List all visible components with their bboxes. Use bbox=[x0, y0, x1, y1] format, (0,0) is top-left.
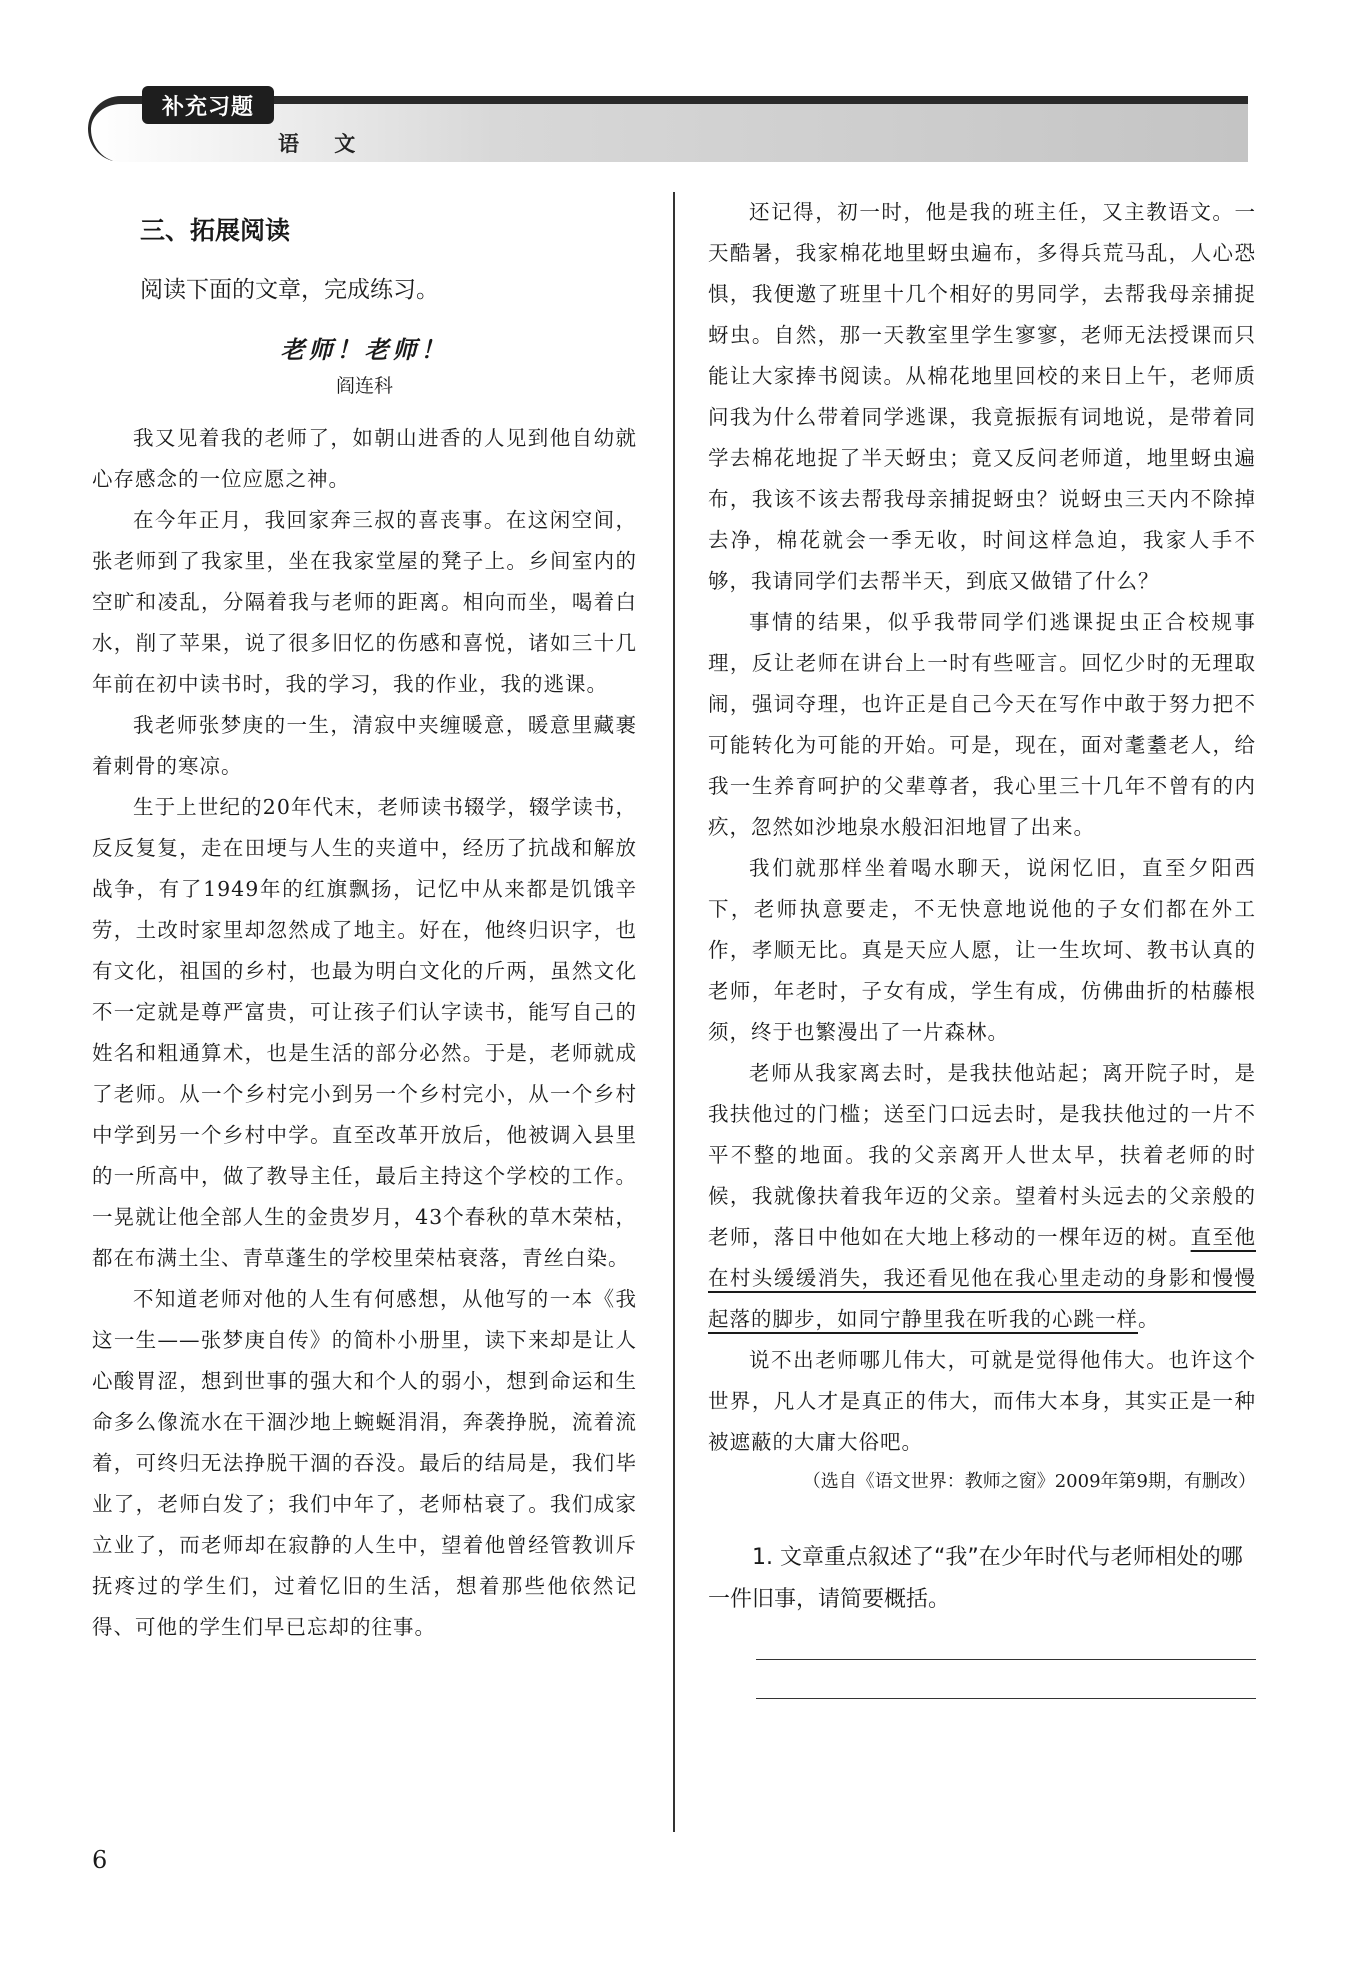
header-tag: 补充习题 bbox=[142, 86, 274, 124]
paragraph: 我们就那样坐着喝水聊天，说闲忆旧，直至夕阳西下，老师执意要走，不无快意地说他的子女们都在外工作，孝顺无比。真是天应人愿，让一生坎坷、教书认真的老师，年老时，子女有成，学生有成，仿佛曲折的枯藤根须，终于也繁漫出了一片森林。 bbox=[708, 856, 1256, 1044]
paragraph: 生于上世纪的20年代末，老师读书辍学，辍学读书，反反复复，走在田埂与人生的夹道中，经历了抗战和解放战争，有了1949年的红旗飘扬，记忆中从来都是饥饿辛劳，土改时家里却忽然成了地主。好在，他终归识字，也有文化，祖国的乡村，也最为明白文化的斤两，虽然文化不一定就是尊严富贵，可让孩子们认字读书，能写自己的姓名和粗通算术，也是生活的部分必然。于是，老师就成了老师。从一个乡村完小到另一个乡村完小，从一个乡村中学到另一个乡村中学。直至改革开放后，他被调入县里的一所高中，做了教导主任，最后主持这个学校的工作。一晃就让他全部人生的金贵岁月，43个春秋的草木荣枯，都在布满土尘、青草蓬生的学校里荣枯衰落，青丝白染。 bbox=[92, 795, 637, 1270]
page-number: 6 bbox=[92, 1846, 108, 1874]
paragraph: 不知道老师对他的人生有何感想，从他写的一本《我这一生——张梦庚自传》的简朴小册里，读下来却是让人心酸胃涩，想到世事的强大和个人的弱小，想到命运和生命多么像流水在干涸沙地上蜿蜒涓涓，奔袭挣脱，流着流着，可终归无法挣脱干涸的吞没。最后的结局是，我们毕业了，老师白发了；我们中年了，老师枯衰了。我们成家立业了，而老师却在寂静的人生中，望着他曾经管教训斥抚疼过的学生们，过着忆旧的生活，想着那些他依然记得、可他的学生们早已忘却的往事。 bbox=[92, 1287, 637, 1639]
right-column bbox=[708, 192, 1256, 1699]
paragraph: 我老师张梦庚的一生，清寂中夹缠暖意，暖意里藏裹着刺骨的寒凉。 bbox=[92, 713, 637, 778]
article-author: 阎连科 bbox=[335, 375, 393, 397]
paragraph-end: 。 bbox=[1138, 1307, 1160, 1331]
underlined-sentence: 直至他在村头缓缓消失，我还看见他在我心里走动的身影和慢慢起落的脚步，如同宁静里我在听我的心跳一样 bbox=[708, 1225, 1256, 1331]
instruction: 阅读下面的文章，完成练习。 bbox=[140, 277, 439, 303]
section-title: 三、拓展阅读 bbox=[140, 216, 291, 245]
answer-line[interactable] bbox=[756, 1659, 1256, 1660]
source-citation: （选自《语文世界：教师之窗》2009年第9期，有删改） bbox=[802, 1471, 1256, 1492]
left-column bbox=[92, 205, 637, 1648]
paragraph: 还记得，初一时，他是我的班主任，又主教语文。一天酷暑，我家棉花地里蚜虫遍布，多得兵荒马乱，人心恐惧，我便邀了班里十几个相好的男同学，去帮我母亲捕捉蚜虫。自然，那一天教室里学生寥寥，老师无法授课而只能让大家捧书阅读。从棉花地里回校的来日上午，老师质问我为什么带着同学逃课，我竟振振有词地说，是带着同学去棉花地捉了半天蚜虫；竟又反问老师道，地里蚜虫遍布，我该不该去帮我母亲捕捉蚜虫？说蚜虫三天内不除掉去净，棉花就会一季无收，时间这样急迫，我家人手不够，我请同学们去帮半天，到底又做错了什么？ bbox=[708, 200, 1256, 593]
paragraph-underlined bbox=[708, 1053, 1256, 1340]
answer-line[interactable] bbox=[756, 1698, 1256, 1699]
paragraph: 事情的结果，似乎我带同学们逃课捉虫正合校规事理，反让老师在讲台上一时有些哑言。回忆少时的无理取闹，强词夺理，也许正是自己今天在写作中敢于努力把不可能转化为可能的开始。可是，现在，面对耄耋老人，给我一生养育呵护的父辈尊者，我心里三十几年不曾有的内疚，忽然如沙地泉水般汩汩地冒了出来。 bbox=[708, 610, 1256, 839]
closing-paragraph: 说不出老师哪儿伟大，可就是觉得他伟大。也许这个世界，凡人才是真正的伟大，而伟大本身，其实正是一种被遮蔽的大庸大俗吧。 bbox=[708, 1348, 1256, 1454]
question-1: 1. 文章重点叙述了“我”在少年时代与老师相处的哪一件旧事，请简要概括。 bbox=[708, 1545, 1243, 1612]
paragraph-text: 老师从我家离去时，是我扶他站起；离开院子时，是我扶他过的门槛；送至门口远去时，是我扶他过的一片不平不整的地面。我的父亲离开人世太早，扶着老师的时候，我就像扶着我年迈的父亲。望着村头远去的父亲般的老师，落日中他如在大地上移动的一棵年迈的树。 bbox=[708, 1061, 1256, 1249]
paragraph: 在今年正月，我回家奔三叔的喜丧事。在这闲空间，张老师到了我家里，坐在我家堂屋的凳子上。乡间室内的空旷和凌乱，分隔着我与老师的距离。相向而坐，喝着白水，削了苹果，说了很多旧忆的伤感和喜悦，诸如三十几年前在初中读书时，我的学习，我的作业，我的逃课。 bbox=[92, 508, 637, 696]
paragraph: 我又见着我的老师了，如朝山进香的人见到他自幼就心存感念的一位应愿之神。 bbox=[92, 426, 637, 491]
column-divider bbox=[673, 192, 675, 1832]
header-subject: 语 文 bbox=[278, 132, 370, 156]
article-title: 老师！老师！ bbox=[280, 335, 449, 364]
